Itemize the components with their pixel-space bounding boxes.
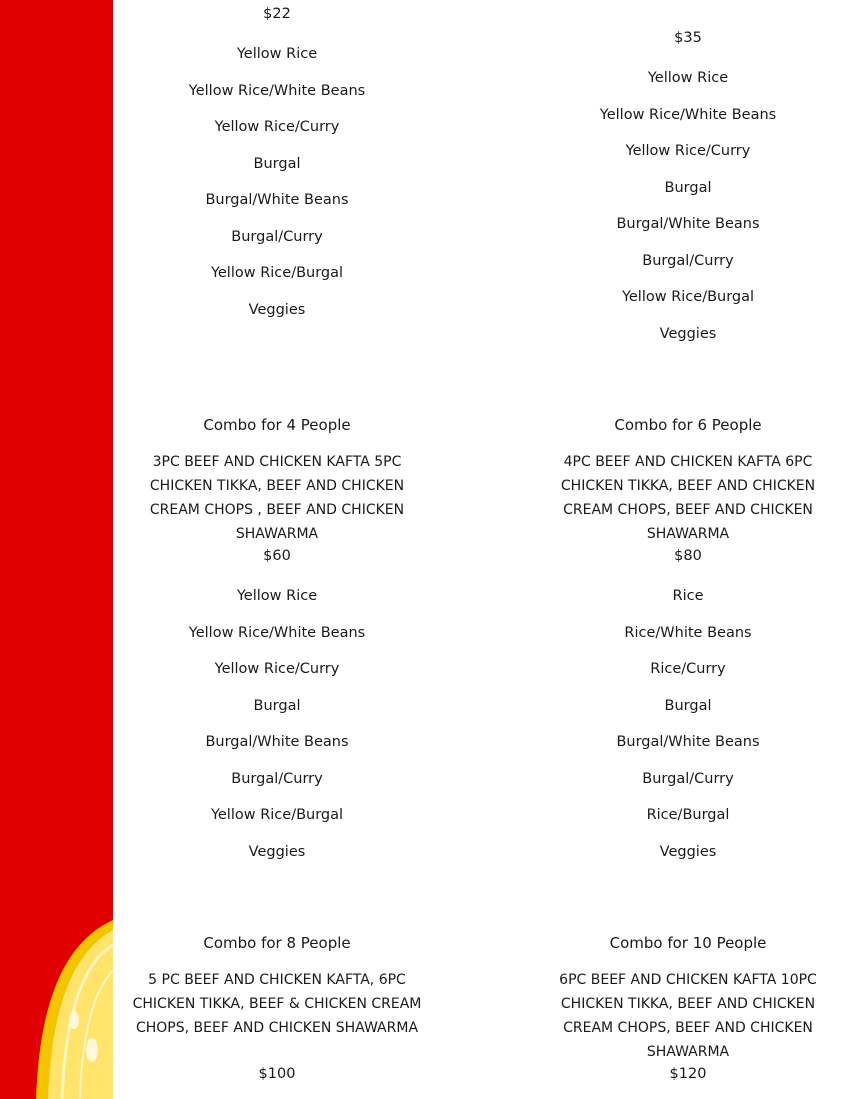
option-item: Burgal/White Beans (616, 734, 760, 750)
combo-description: 4PC BEEF AND CHICKEN KAFTA 6PC CHICKEN TIKKA, BEEF AND CHICKEN CREAM CHOPS, BEEF AND CHICKEN SHAWARMA (560, 454, 816, 542)
option-item: Burgal/Curry (231, 771, 323, 787)
combo-price: $120 (669, 1066, 707, 1082)
option-item: Yellow Rice (647, 70, 729, 86)
combo-title: Combo for 10 People (609, 934, 767, 952)
combo-title: Combo for 8 People (203, 934, 351, 952)
option-item: Rice/Curry (650, 661, 726, 677)
option-item: Yellow Rice/Curry (214, 119, 340, 135)
option-item: Rice/Burgal (646, 807, 730, 823)
option-item: Yellow Rice/White Beans (599, 107, 777, 123)
option-item: Yellow Rice (236, 588, 318, 604)
option-item: Burgal/White Beans (205, 192, 349, 208)
combo-description: 3PC BEEF AND CHICKEN KAFTA 5PC CHICKEN TIKKA, BEEF AND CHICKEN CREAM CHOPS , BEEF AND CHICKEN SHAWARMA (149, 454, 405, 542)
combo-price: $80 (674, 548, 702, 564)
option-item: Yellow Rice/White Beans (188, 83, 366, 99)
option-item: Yellow Rice/Curry (625, 143, 751, 159)
option-item: Burgal (664, 698, 712, 714)
lemon-wedge-image (0, 900, 113, 1099)
option-item: Burgal (664, 180, 712, 196)
option-item: Rice (672, 588, 704, 604)
red-sidebar (0, 0, 113, 1099)
option-item: Burgal (253, 156, 301, 172)
option-item: Burgal/Curry (231, 229, 323, 245)
combo-title: Combo for 6 People (614, 416, 762, 434)
option-item: Burgal/White Beans (205, 734, 349, 750)
option-item: Burgal/Curry (642, 771, 734, 787)
option-item: Burgal (253, 698, 301, 714)
combo-price: $60 (263, 548, 291, 564)
option-item: Yellow Rice/Burgal (210, 807, 344, 823)
option-item: Yellow Rice/Burgal (210, 265, 344, 281)
option-item: Yellow Rice/Curry (214, 661, 340, 677)
option-item: Burgal/White Beans (616, 216, 760, 232)
option-item: Veggies (248, 302, 306, 318)
option-item: Veggies (248, 844, 306, 860)
option-item: Yellow Rice/Burgal (621, 289, 755, 305)
option-item: Burgal/Curry (642, 253, 734, 269)
combo-description: 6PC BEEF AND CHICKEN KAFTA 10PC CHICKEN TIKKA, BEEF AND CHICKEN CREAM CHOPS, BEEF AND CHICKEN SHAWARMA (559, 972, 817, 1060)
option-item: Veggies (659, 326, 717, 342)
combo-title: Combo for 4 People (203, 416, 351, 434)
option-item: Veggies (659, 844, 717, 860)
option-item: Yellow Rice/White Beans (188, 625, 366, 641)
combo-price: $22 (263, 6, 291, 22)
option-item: Rice/White Beans (624, 625, 752, 641)
option-item: Yellow Rice (236, 46, 318, 62)
combo-price: $100 (258, 1066, 296, 1082)
combo-description: 5 PC BEEF AND CHICKEN KAFTA, 6PC CHICKEN TIKKA, BEEF & CHICKEN CREAM CHOPS, BEEF AND CHICKEN SHAWARMA (132, 972, 422, 1036)
combo-price: $35 (674, 30, 702, 46)
